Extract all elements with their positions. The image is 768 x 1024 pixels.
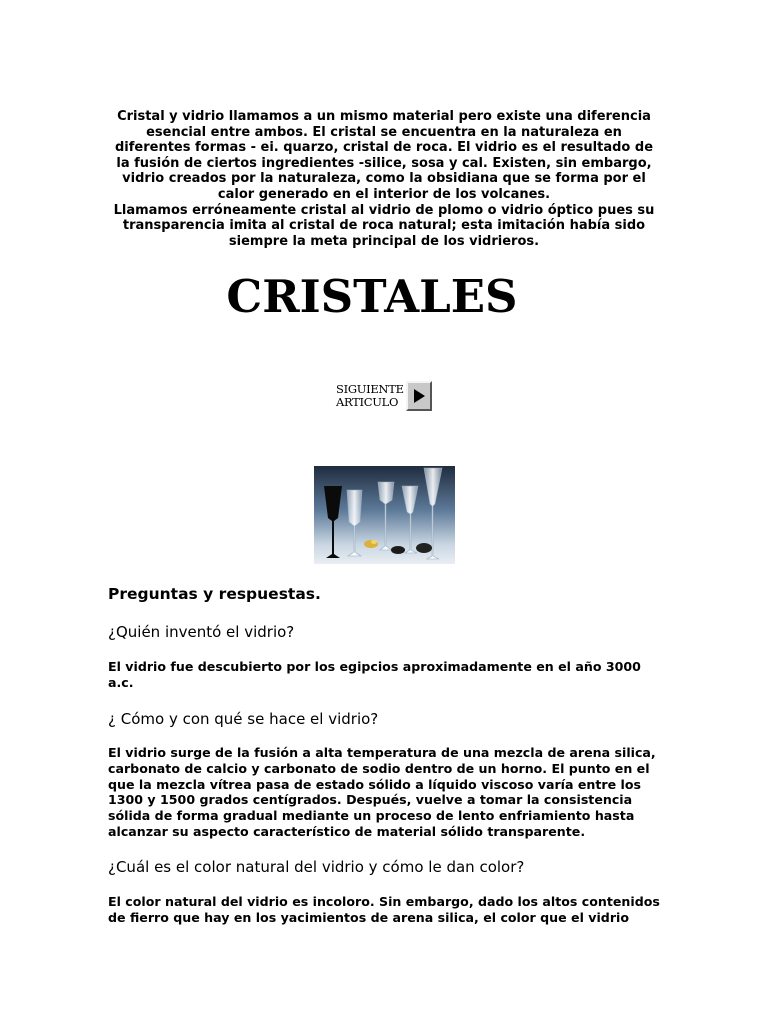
play-arrow-icon — [406, 381, 432, 411]
intro-paragraph-1: Cristal y vidrio llamamos a un mismo material pero existe una diferencia esencial entre ambos. El cristal se encuentra en la naturaleza en diferentes formas - ei. quarzo, cristal de roca. El vidrio es el resultado de la fusión de ciertos ingredientes -silice, sosa y cal. Existen, sin embargo, vidrio creados por la naturaleza, como la obsidiana que se forma por el calor generado en el interior de los volcanes. — [114, 109, 654, 202]
intro-paragraph-2: Llamamos erróneamente cristal al vidrio de plomo o vidrio óptico pues su transparencia imita al cristal de roca natural; esta imitación había sido siempre la meta principal de los vidrieros. — [113, 202, 655, 249]
question-3: ¿Cuál es el color natural del vidrio y cómo le dan color? — [108, 858, 525, 876]
glassware-photo — [314, 466, 455, 564]
next-article-button[interactable] — [336, 378, 438, 414]
intro-text — [108, 109, 660, 249]
answer-1: El vidrio fue descubierto por los egipcios aproximadamente en el año 3000 a.c. — [108, 659, 641, 690]
qa-heading: Preguntas y respuestas. — [108, 585, 321, 603]
question-2: ¿ Cómo y con qué se hace el vidrio? — [108, 710, 379, 728]
next-article-label: SIGUIENTE ARTICULO — [336, 382, 404, 409]
answer-2: El vidrio surge de la fusión a alta temperatura de una mezcla de arena silica, carbonato de calcio y carbonato de sodio dentro de un horno. El punto en el que la mezcla vítrea pasa de estado sólido a líquido viscoso varía entre los 1300 y 1500 grados centígrados. Después, vuelve a tomar la consistencia sólida de forma gradual mediante un proceso de lento enfriamiento hasta alcanzar su aspecto característico de material sólido transparente. — [108, 745, 656, 839]
answer-3: El color natural del vidrio es incoloro. Sin embargo, dado los altos contenidos de fierro que hay en los yacimientos de arena silica, el color que el vidrio — [108, 894, 660, 925]
page-title: CRISTALES — [226, 270, 518, 323]
question-1: ¿Quién inventó el vidrio? — [108, 623, 295, 641]
